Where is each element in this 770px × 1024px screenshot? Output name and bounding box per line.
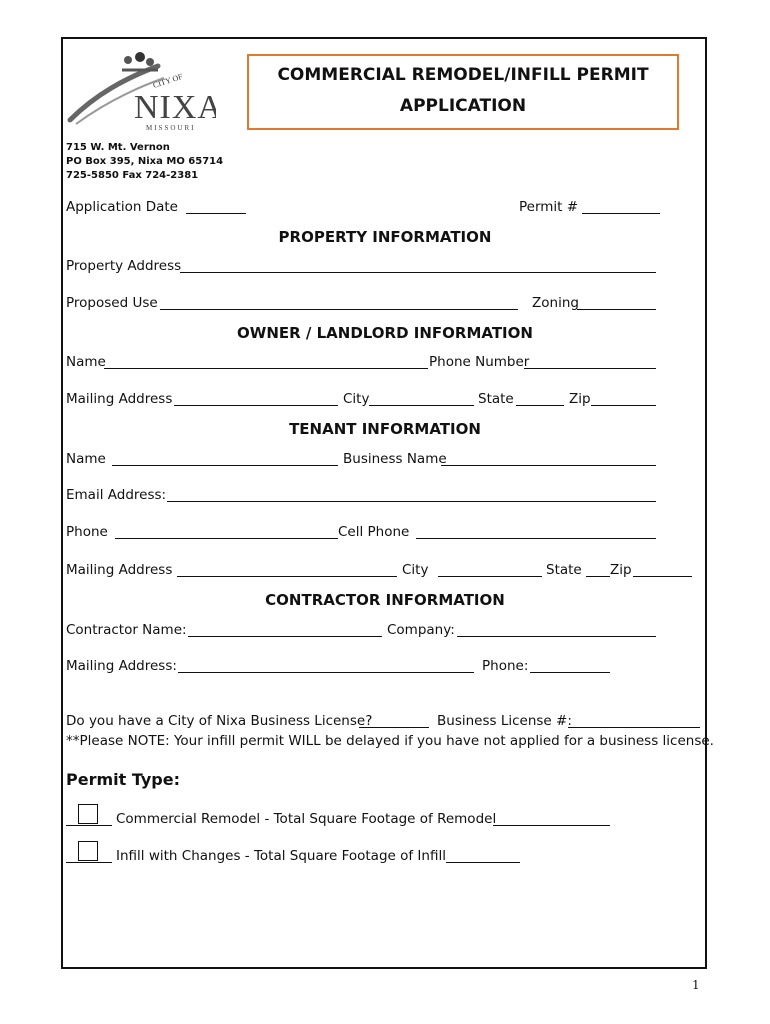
- contractor-company-field[interactable]: [457, 636, 656, 637]
- proposed-use-label: Proposed Use: [66, 295, 158, 311]
- tenant-heading: TENANT INFORMATION: [289, 420, 481, 438]
- owner-heading: OWNER / LANDLORD INFORMATION: [237, 324, 533, 342]
- remodel-footage-field[interactable]: [493, 825, 610, 826]
- contractor-phone-field[interactable]: [530, 672, 610, 673]
- permit-number-field[interactable]: [582, 213, 660, 214]
- city-of-nixa-logo-icon: [66, 48, 216, 138]
- tenant-city-field[interactable]: [438, 576, 542, 577]
- page-number: 1: [692, 978, 700, 992]
- infill-option-label: Infill with Changes - Total Square Footage of Infill: [116, 848, 446, 864]
- property-address-label: Property Address: [66, 258, 182, 274]
- tenant-cell-label: Cell Phone: [338, 524, 410, 540]
- infill-blank-line: [66, 862, 112, 863]
- tenant-mailing-label: Mailing Address: [66, 562, 173, 578]
- application-date-label: Application Date: [66, 199, 178, 215]
- remodel-option-label: Commercial Remodel - Total Square Footage of Remodel: [116, 811, 497, 827]
- title-line-1: COMMERCIAL REMODEL/INFILL PERMIT: [277, 65, 649, 85]
- owner-city-field[interactable]: [369, 405, 474, 406]
- owner-zip-field[interactable]: [591, 405, 656, 406]
- contractor-name-label: Contractor Name:: [66, 622, 187, 638]
- license-note: **Please NOTE: Your infill permit WILL be delayed if you have not applied for a business license.: [66, 733, 714, 749]
- tenant-phone-field[interactable]: [115, 538, 338, 539]
- address-phone-fax: 725-5850 Fax 724-2381: [66, 170, 199, 181]
- logo-top-text: CITY OF: [151, 71, 184, 90]
- license-answer-field[interactable]: [359, 727, 429, 728]
- infill-checkbox[interactable]: [78, 841, 98, 861]
- owner-phone-label: Phone Number: [429, 354, 530, 370]
- tenant-business-label: Business Name: [343, 451, 447, 467]
- title-line-2: APPLICATION: [399, 96, 527, 116]
- permit-number-label: Permit #: [519, 199, 579, 215]
- contractor-name-field[interactable]: [188, 636, 382, 637]
- application-date-field[interactable]: [186, 213, 246, 214]
- owner-zip-label: Zip: [569, 391, 591, 407]
- tenant-email-label: Email Address:: [66, 487, 167, 503]
- tenant-name-label: Name: [66, 451, 106, 467]
- zoning-field[interactable]: [577, 309, 656, 310]
- owner-name-field[interactable]: [104, 368, 428, 369]
- contractor-company-label: Company:: [387, 622, 455, 638]
- tenant-city-label: City: [402, 562, 429, 578]
- tenant-state-field[interactable]: [586, 576, 610, 577]
- owner-name-label: Name: [66, 354, 106, 370]
- property-address-field[interactable]: [180, 272, 656, 273]
- address-po-box: PO Box 395, Nixa MO 65714: [66, 156, 224, 167]
- remodel-checkbox[interactable]: [78, 804, 98, 824]
- tenant-mailing-field[interactable]: [177, 576, 397, 577]
- license-number-field[interactable]: [568, 727, 700, 728]
- tenant-cell-field[interactable]: [416, 538, 656, 539]
- title-box: [247, 54, 679, 130]
- tenant-state-label: State: [546, 562, 582, 578]
- owner-mailing-field[interactable]: [174, 405, 338, 406]
- logo-name-text: NIXA: [134, 89, 216, 126]
- contractor-phone-label: Phone:: [482, 658, 529, 674]
- infill-footage-field[interactable]: [446, 862, 520, 863]
- contractor-heading: CONTRACTOR INFORMATION: [265, 591, 505, 609]
- tenant-phone-label: Phone: [66, 524, 108, 540]
- contractor-mailing-field[interactable]: [178, 672, 474, 673]
- tenant-name-field[interactable]: [112, 465, 338, 466]
- address-street: 715 W. Mt. Vernon: [66, 142, 170, 153]
- tenant-email-field[interactable]: [167, 501, 656, 502]
- tenant-business-field[interactable]: [441, 465, 656, 466]
- contractor-mailing-label: Mailing Address:: [66, 658, 177, 674]
- tenant-zip-field[interactable]: [633, 576, 692, 577]
- logo-state-text: MISSOURI: [146, 124, 196, 132]
- owner-mailing-label: Mailing Address: [66, 391, 173, 407]
- zoning-label: Zoning: [532, 295, 579, 311]
- tenant-zip-label: Zip: [610, 562, 632, 578]
- license-question-label: Do you have a City of Nixa Business License?: [66, 713, 373, 729]
- proposed-use-field[interactable]: [160, 309, 518, 310]
- remodel-blank-line: [66, 825, 112, 826]
- owner-phone-field[interactable]: [524, 368, 656, 369]
- owner-state-label: State: [478, 391, 514, 407]
- owner-state-field[interactable]: [516, 405, 564, 406]
- owner-city-label: City: [343, 391, 370, 407]
- property-heading: PROPERTY INFORMATION: [278, 228, 492, 246]
- permit-type-heading: Permit Type:: [66, 770, 180, 789]
- license-number-label: Business License #:: [437, 713, 572, 729]
